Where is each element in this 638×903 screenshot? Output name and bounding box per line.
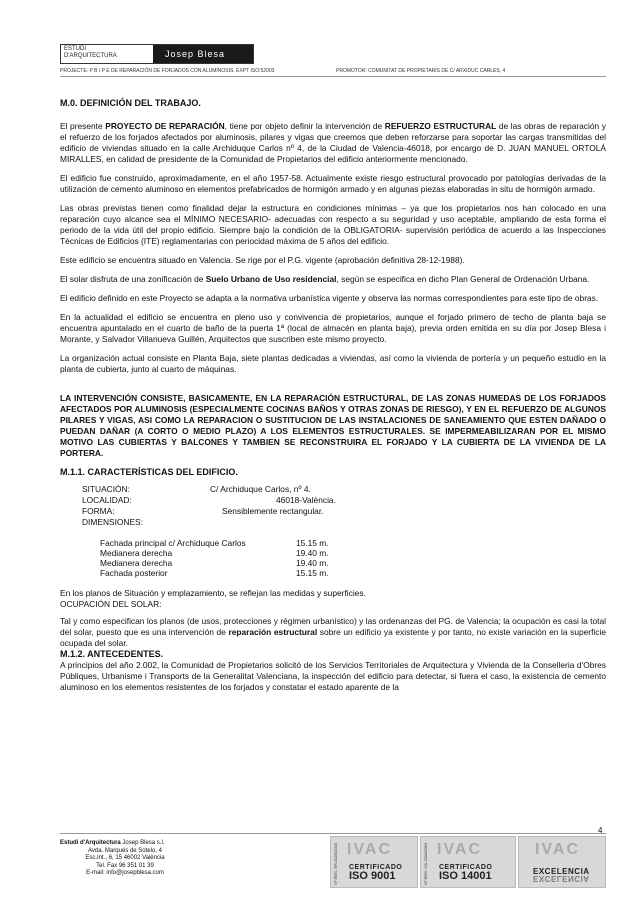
paragraph-3: Las obras previstas tienen como finalidad dejar la estructura en condiciones mínimas – ya que los propietarios nos han colocado en una reparación cuyo alcance sea el MÍNIMO NECESARIO- adecuadas con respecto a su seguridad y uso aceptable, ampliando de esta forma el periodo de la vida útil del propio edificio. Siempre bajo la condición de la OBLIGATORIA- supervisión periódica de acuerdo a las Inspecciones Técnicas de Edificios (ITE) reglamentarias con periocidad máxima de 5 años del edificio. xyxy=(60,203,606,246)
studio-label xyxy=(61,45,151,63)
badge-text xyxy=(349,864,402,882)
dimension-value: 19.40 m. xyxy=(296,548,329,558)
info-value: 46018-València. xyxy=(276,495,336,505)
info-row-dimensiones xyxy=(82,517,606,528)
footer-phone: Tel. Fax 96 351 01 39 xyxy=(96,862,154,869)
p5-text-a: El solar disfruta de una zonificación de xyxy=(60,274,206,284)
dimension-row xyxy=(100,548,606,558)
badge-top: CERTIFICADO xyxy=(349,864,403,871)
dimension-label: Medianera derecha xyxy=(100,548,173,558)
intervention-summary: LA INTERVENCIÓN CONSISTE, BASICAMENTE, EN LA REPARACIÓN ESTRUCTURAL, DE LAS ZONAS HUMEDAS DE LOS FORJADOS AFECTADOS POR ALUMINOSIS (ESPECIALMENTE COCINAS BAÑOS Y OTRAS ZONAS DE RIESGO), Y EN EL REFUERZO DE ALGUNOS PILARES Y VIGAS, ASI COMO LA REPARACION O SUSTITUCION DE LAS INSTALACIONES DE SANEAMIENTO QUE ESTEN DAÑADO O PUEDAN DAÑAR (A CORTO O MEDIO PLAZO) A LOS ELEMENTOS ESTRUCTURALES. SE IMPERMEABILIZARAN POR EL MISMO MOTIVO LAS CUBIERTAS Y BALCONES Y TAMBIEN SE RECONSTRUIRA EL FORJADO Y LA CUBIERTA DE LA VIVIENDA DE LA PORTERA. xyxy=(60,393,606,458)
footer-company xyxy=(60,840,190,848)
p1-text-e: de las obras de reparación y el refuerzo de los forjados afectados por aluminosis, pilares y vigas que creemos que deben reforzarse para soportar las cargas transmitidas del edificio de viviendas situado en la calle Archiduque Carlos nº 4, de la Ciudad de Valencia-46018, por encargo de D. JUAN MANUEL ORTOLÁ MIRALLES, en calidad de presidente de la Comunidad de Propietarios del edificio anteriormente mencionado. xyxy=(60,121,606,164)
info-key: FORMA: xyxy=(82,506,115,516)
cert-mark-icon: IVAC xyxy=(535,841,581,858)
p9-bold-b: reparación estructural xyxy=(228,627,318,637)
badge-bottom: ISO 9001 xyxy=(349,870,396,882)
p1-bold-b: PROYECTO DE REPARACIÓN xyxy=(105,121,225,131)
badge-top: EXCELENCIA xyxy=(533,867,590,876)
badge-reg-code: Nº REG. GA-2004/0363 xyxy=(423,842,428,885)
header-logo-box xyxy=(60,44,254,64)
info-row-forma xyxy=(82,506,606,517)
paragraph-6: El edificio definido en este Proyecto se adapta a la normativa urbanística vigente y observa las normas correspondientes para este tipo de obras. xyxy=(60,293,599,303)
section-title: M.0. DEFINICIÓN DEL TRABAJO. xyxy=(60,98,201,108)
iso-9001-badge xyxy=(330,836,418,888)
info-value: C/ Archiduque Carlos, nº 4. xyxy=(210,484,311,494)
dimensions-list xyxy=(100,538,606,578)
info-row-situacion xyxy=(82,484,606,495)
dimension-label: Fachada principal c/ Archiduque Carlos xyxy=(100,538,246,548)
dimension-value: 15.15 m. xyxy=(296,568,329,578)
dimension-label: Fachada posterior xyxy=(100,568,168,578)
paragraph-5 xyxy=(60,274,606,285)
paragraph-1 xyxy=(60,121,606,165)
planos-note: En los planos de Situación y emplazamiento, se reflejan las medidas y superficies. xyxy=(60,588,366,598)
project-line xyxy=(60,68,600,74)
badge-bottom: ISO 14001 xyxy=(439,870,492,882)
footer-email: E-mail: info@josepblesa.com xyxy=(86,870,164,876)
dimension-row xyxy=(100,558,606,568)
architect-name: Josep Blesa xyxy=(153,45,253,63)
info-key: SITUACIÓN: xyxy=(82,484,130,494)
paragraph-2: El edificio fue construido, aproximadamente, en el año 1957-58. Actualmente existe riesgo estructural provocado por patologías derivadas de la utilización de cemento aluminoso en elementos prefabricados de hormigón armado y en algunas piezas elaboradas in situ de hormigón armado. xyxy=(60,173,606,194)
dimension-row xyxy=(100,568,606,578)
iso-14001-badge xyxy=(420,836,516,888)
p5-bold-b: Suelo Urbano de Uso residencial xyxy=(205,274,337,284)
badge-reflection: EXCELENCIA xyxy=(533,874,590,883)
footer-addr-2: Esc.Int., 6, 15 46002 València xyxy=(85,855,165,861)
dimension-label: Medianera derecha xyxy=(100,558,173,568)
company-rest: Josep Blesa s.l. xyxy=(120,840,165,846)
info-key: LOCALIDAD: xyxy=(82,495,132,505)
p9-text-a: Tal y como especifican los planos (de usos, protecciones y régimen urbanístico) y las ordenanzas del PG. de Valencia; la ocupación es casi la total del solar, puesto que es una intervención de xyxy=(60,616,606,637)
info-key: DIMENSIONES: xyxy=(82,517,143,527)
badge-text xyxy=(533,868,590,882)
header-divider xyxy=(60,76,606,77)
info-row-localidad xyxy=(82,495,606,506)
building-info xyxy=(82,484,606,528)
paragraph-7: En la actualidad el edificio se encuentra en pleno uso y convivencia de propietarios, aunque el forjado primero de techo de planta baja se encuentra apuntalado en el cuarto de baño de la puerta 1ª (local de almacén en planta baja), previa orden emitida en su día por Josep Blesa i Morante, y Salvador Villanueva Guillén, Arquitectos que suscriben este mismo proyecto. xyxy=(60,312,606,344)
p5-text-c: , según se especifica en dicho Plan General de Ordenación Urbana. xyxy=(336,274,590,284)
p1-bold-d: REFUERZO ESTRUCTURAL xyxy=(384,121,497,131)
paragraph-9 xyxy=(60,616,606,649)
project-title: PROJECTE: P B I P E DE REPARACIÓN DE FORJADOS CON ALUMINOSIS. EXPT ISO:52003 xyxy=(60,68,275,74)
page-number: 4 xyxy=(598,826,603,835)
dimension-value: 15.15 m. xyxy=(296,538,329,548)
footer-address xyxy=(60,840,190,878)
studio-line-1: ESTUDI xyxy=(64,46,87,52)
subsection-antecedentes: M.1.2. ANTECEDENTES. xyxy=(60,649,164,659)
document-body xyxy=(60,98,606,701)
subsection-characteristics: M.1.1. CARACTERÍSTICAS DEL EDIFICIO. xyxy=(60,467,238,477)
badge-top: CERTIFICADO xyxy=(439,864,493,871)
dimension-value: 19.40 m. xyxy=(296,558,329,568)
p1-text-c: , tiene por objeto definir la intervención de xyxy=(224,121,385,131)
badge-reg-code: Nº REG. ER-0023/2003 xyxy=(333,842,338,885)
paragraph-4: Este edificio se encuentra situado en Valencia. Se rige por el P.G. vigente (aprobación definitiva 28-12-1988). xyxy=(60,255,465,265)
dimension-row xyxy=(100,538,606,548)
studio-line-2: D'ARQUITECTURA xyxy=(64,53,117,59)
badge-text xyxy=(439,864,492,882)
p9-text-c: sobre un edificio ya existente y por tanto, no existe variación en la superficie ocupada del solar. xyxy=(60,627,606,648)
footer-addr-1: Avda. Marqués de Sotelo, 4 xyxy=(88,847,162,854)
paragraph-8: La organización actual consiste en Planta Baja, siete plantas dedicadas a viviendas, así como la vivienda de portería y un pequeño estudio en la planta de cubierta, junto al cuarto de máquinas. xyxy=(60,353,606,374)
cert-mark-icon: IVAC xyxy=(437,841,483,858)
info-value: Sensiblemente rectangular. xyxy=(222,506,324,516)
ocupacion-title: OCUPACIÓN DEL SOLAR: xyxy=(60,599,162,609)
cert-mark-icon: IVAC xyxy=(347,841,393,858)
promoter: PROMOTOR: COMUNITAT DE PROPIETARIS DE C/ ARXIDUC CARLES, 4 xyxy=(336,68,506,74)
p1-text-a: El presente xyxy=(60,121,106,131)
paragraph-10: A principios del año 2.002, la Comunidad de Propietarios solicitó de los Servicios Territoriales de Arquitectura y Vivienda de la Conselleria d'Obres Públiques, Urbanisme i Transports de la Generalitat Valenciana, la inspección del edificio para detectar, si fuera el caso, la existencia de cemento aluminoso en los elementos resistentes de los forjados y constatar el estado aparente de la xyxy=(60,660,606,692)
company-bold: Estudi d'Arquitectura xyxy=(60,840,121,846)
excelencia-badge xyxy=(518,836,606,888)
footer-divider xyxy=(60,833,606,834)
